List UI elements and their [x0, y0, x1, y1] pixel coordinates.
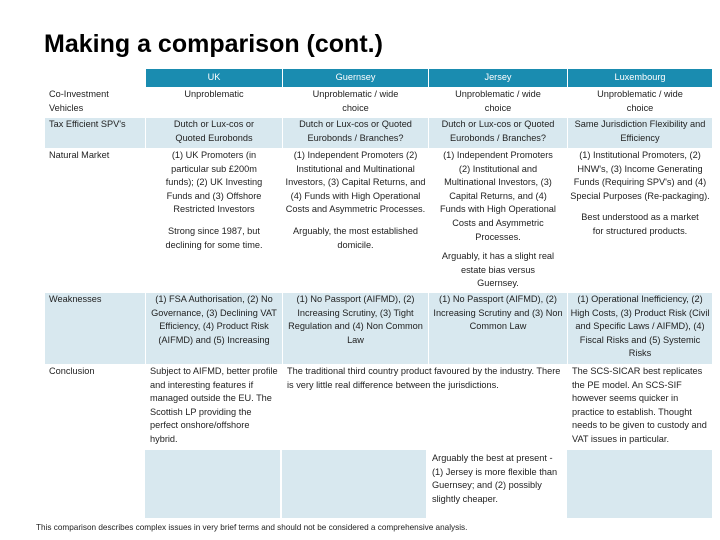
natural-market-guernsey-text: (1) Independent Promoters (2) Institutional and Multinational Investors, (3) Capital Returns, and (4) Funds with High Operational Costs and Asymmetric Processes.: [285, 150, 426, 215]
row-label-line: Co-Investment: [49, 89, 109, 99]
cell-weaknesses-luxembourg: (1) Operational Inefficiency, (2) High Costs, (3) Product Risk (Civil and Specific Laws / AIFMD), (4) Fiscal Risks and (5) Systemic Risks: [568, 293, 713, 365]
band-cell-luxembourg: [567, 450, 712, 518]
header-luxembourg: Luxembourg: [568, 69, 713, 88]
row-label-conclusion: Conclusion: [45, 365, 146, 448]
header-guernsey: Guernsey: [283, 69, 429, 88]
cell-tax-efficient-luxembourg: Same Jurisdiction Flexibility and Efficiency: [568, 118, 713, 149]
natural-market-luxembourg-text: (1) Institutional Promoters, (2) HNW's, (3) Income Generating Funds (Requiring SPV's) and (4) Special Purposes (Re-packaging).: [570, 150, 710, 201]
row-tax-efficient: [45, 118, 713, 149]
cell-tax-efficient-guernsey: Dutch or Lux-cos or Quoted Eurobonds / Branches?: [283, 118, 429, 149]
header-jersey: Jersey: [429, 69, 568, 88]
cell-conclusion-uk: Subject to AIFMD, better profile and interesting features if managed outside the EU. The Scottish LP providing the perfect onshore/offshore hybrid.: [146, 365, 283, 448]
conclusion-extension-band: [145, 450, 712, 518]
header-corner: [45, 69, 146, 88]
row-natural-market: [45, 149, 713, 293]
footnote: This comparison describes complex issues in very brief terms and should not be considered a comprehensive analysis.: [36, 523, 468, 532]
row-weaknesses: [45, 293, 713, 365]
band-cell-uk: [145, 450, 281, 518]
header-row: [45, 69, 713, 88]
cell-natural-market-jersey: [429, 149, 568, 293]
conclusion-jersey-note: Arguably the best at present - (1) Jersey is more flexible than Guernsey; and (2) possibly slightly cheaper.: [432, 453, 558, 504]
cell-conclusion-luxembourg: The SCS-SICAR best replicates the PE model. An SCS-SIF however seems quicker in practice to establish. Thought needs to be given to custody and VAT issues in particular.: [568, 365, 713, 448]
row-label-tax-efficient: Tax Efficient SPV's: [45, 118, 146, 149]
natural-market-jersey-text: (1) Independent Promoters (2) Institutional and Multinational Investors, (3) Capital Returns, and (4) Funds with High Operational Costs and Asymmetric Processes.: [440, 150, 556, 242]
row-label-co-investment: [45, 88, 146, 118]
cell-natural-market-guernsey: [283, 149, 429, 293]
band-cell-guernsey: [282, 450, 427, 518]
cell-natural-market-uk: [146, 149, 283, 293]
cell-co-investment-guernsey: Unproblematic / wide choice: [283, 88, 429, 118]
cell-co-investment-luxembourg: Unproblematic / wide choice: [568, 88, 713, 118]
natural-market-jersey-note: Arguably, it has a slight real estate bias versus Guernsey.: [441, 251, 555, 289]
cell-tax-efficient-jersey: Dutch or Lux-cos or Quoted Eurobonds / Branches?: [429, 118, 568, 149]
cell-co-investment-uk: Unproblematic: [146, 88, 283, 118]
cell-co-investment-jersey: Unproblematic / wide choice: [429, 88, 568, 118]
comparison-table: [44, 68, 713, 448]
row-label-natural-market: Natural Market: [45, 149, 146, 293]
cell-weaknesses-jersey: (1) No Passport (AIFMD), (2) Increasing Scrutiny and (3) Non Common Law: [429, 293, 568, 365]
natural-market-luxembourg-note: Best understood as a market for structured products.: [581, 212, 699, 236]
cell-weaknesses-uk: (1) FSA Authorisation, (2) No Governance, (3) Declining VAT Efficiency, (4) Product Risk (AIFMD) and (5) Increasing: [146, 293, 283, 365]
cell-conclusion-channel-islands: The traditional third country product favoured by the industry. There is very little real difference between the jurisdictions.: [283, 365, 568, 448]
row-conclusion: [45, 365, 713, 448]
natural-market-uk-text: (1) UK Promoters (in particular sub £200m funds); (2) UK Investing Funds and (3) Offshore Restricted Investors: [165, 150, 263, 215]
cell-tax-efficient-uk: Dutch or Lux-cos or Quoted Eurobonds: [146, 118, 283, 149]
row-co-investment: [45, 88, 713, 118]
row-label-weaknesses: Weaknesses: [45, 293, 146, 365]
header-uk: UK: [146, 69, 283, 88]
cell-weaknesses-guernsey: (1) No Passport (AIFMD), (2) Increasing Scrutiny, (3) Tight Regulation and (4) Non Common Law: [283, 293, 429, 365]
row-label-line: Vehicles: [49, 102, 84, 113]
cell-natural-market-luxembourg: [568, 149, 713, 293]
page-title: Making a comparison (cont.): [44, 30, 383, 58]
natural-market-guernsey-note: Arguably, the most established domicile.: [293, 225, 418, 250]
natural-market-uk-note: Strong since 1987, but declining for some time.: [165, 225, 263, 250]
